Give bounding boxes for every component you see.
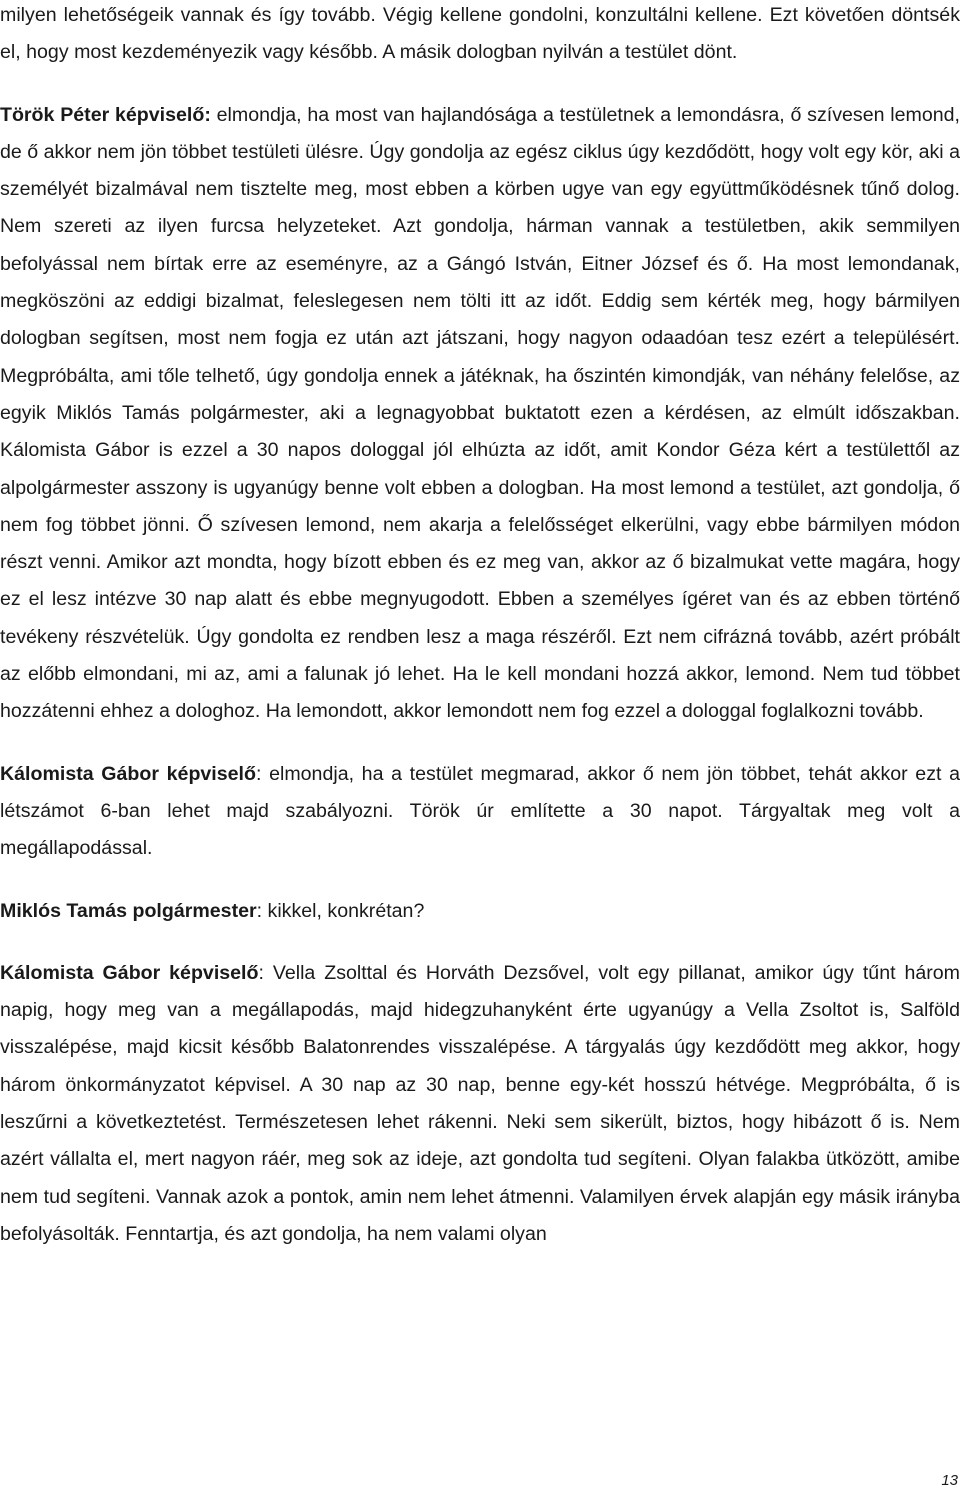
speaker-colon: :	[255, 762, 262, 785]
speaker-name: Kálomista Gábor képviselő	[0, 961, 259, 984]
speaker-colon: :	[256, 899, 263, 922]
speaker-name: Török Péter képviselő	[0, 103, 205, 126]
paragraph-text: Vella Zsolttal és Horváth Dezsővel, volt egy pillanat, amikor úgy tűnt három napig, hogy meg van a megállapodás, majd hidegzuhanyként érte ugyanúgy a Vella Zsoltot is, Salföld visszalépése, majd kicsit később Balatonrendes visszalépése. A tárgyalás úgy kezdődött meg akkor, hogy három önkormányzatot képvisel. A 30 nap az 30 nap, benne egy-két hosszú hétvége. Megpróbálta, ő is leszűrni a következtetést. Természetesen lehet rákenni. Neki sem sikerült, biztos, hogy hibázott ő is. Nem azért vállalta el, mert nagyon ráér, meg sok az ideje, azt gondolta tud segíteni. Olyan falakba ütközött, amibe nem tud segíteni. Vannak azok a pontok, amin nem lehet átmenni. Valamilyen érvek alapján egy másik irányba befolyásolták. Fenntartja, és azt gondolja, ha nem valami olyan	[0, 961, 960, 1245]
paragraph-text: elmondja, ha most van hajlandósága a testületnek a lemondásra, ő szívesen lemond, de ő akkor nem jön többet testületi ülésre. Úgy gondolja az egész ciklus úgy kezdődött, hogy volt egy kör, aki a személyét bizalmával nem tisztelte meg, most ebben a körben ugye van egy együttműködésnek tűnő dolog. Nem szereti az ilyen furcsa helyzeteket. Azt gondolja, hárman vannak a testületben, akik semmilyen befolyással nem bírtak erre az eseményre, az a Gángó István, Eitner József és ő. Ha most lemondanak, megköszöni az eddigi bizalmat, feleslegesen nem tölti itt az időt. Eddig sem kérték meg, hogy bármilyen dologban segítsen, most nem fogja ez után azt játszani, hogy nagyon odaadóan tesz ezért a településért. Megpróbálta, ami tőle telhető, úgy gondolja ennek a játéknak, ha őszintén kimondják, van néhány felelőse, az egyik Miklós Tamás polgármester, aki a legnagyobbat buktatott ezen a kérdésen, az elmúlt időszakban. Kálomista Gábor is ezzel a 30 napos dologgal jól elhúzta az időt, amit Kondor Géza kért a testülettől az alpolgármester asszony is ugyanúgy benne volt ebben a dologban. Ha most lemond a testület, azt gondolja, ő nem fog többet jönni. Ő szívesen lemond, nem akarja a felelősséget elkerülni, vagy ebbe bármilyen módon részt venni. Amikor azt mondta, hogy bízott ebben és ez meg van, akkor az ő bizalmukat vette magára, hogy ez el lesz intézve 30 nap alatt és ebbe megnyugodott. Ebben a személyes ígéret van és az ebben történő tevékeny részvételük. Úgy gondolta ez rendben lesz a maga részéről. Ezt nem cifrázná tovább, azért próbált az előbb elmondani, mi az, ami a falunak jó lehet. Ha le kell mondani hozzá akkor, lemond. Nem tud többet hozzátenni ehhez a dologhoz. Ha lemondott, akkor lemondott nem fog ezzel a dologgal foglalkozni tovább.	[0, 103, 960, 723]
paragraph-text: elmondja, ha a testület megmarad, akkor ő nem jön többet, tehát akkor ezt a létszámot 6-ban lehet majd szabályozni. Török úr említette a 30 napot. Tárgyaltak meg volt a megállapodással.	[0, 762, 960, 860]
paragraph-text: milyen lehetőségeik vannak és így tovább. Végig kellene gondolni, konzultálni kellene. Ezt követően döntsék el, hogy most kezdeményezik vagy később. A másik dologban nyilván a testület dönt.	[0, 4, 960, 64]
page-number: 13	[941, 1472, 958, 1489]
paragraph-torok-peter	[0, 97, 960, 731]
paragraph-intro	[0, 0, 960, 72]
paragraph-miklos-tamas	[0, 893, 960, 930]
speaker-colon: :	[204, 103, 211, 126]
paragraph-kalomista-gabor-2	[0, 955, 960, 1253]
paragraph-kalomista-gabor-1	[0, 756, 960, 868]
speaker-name: Kálomista Gábor képviselő	[0, 762, 256, 785]
speaker-colon: :	[258, 961, 264, 984]
speaker-name: Miklós Tamás polgármester	[0, 899, 257, 922]
paragraph-text: kikkel, konkrétan?	[262, 899, 425, 922]
